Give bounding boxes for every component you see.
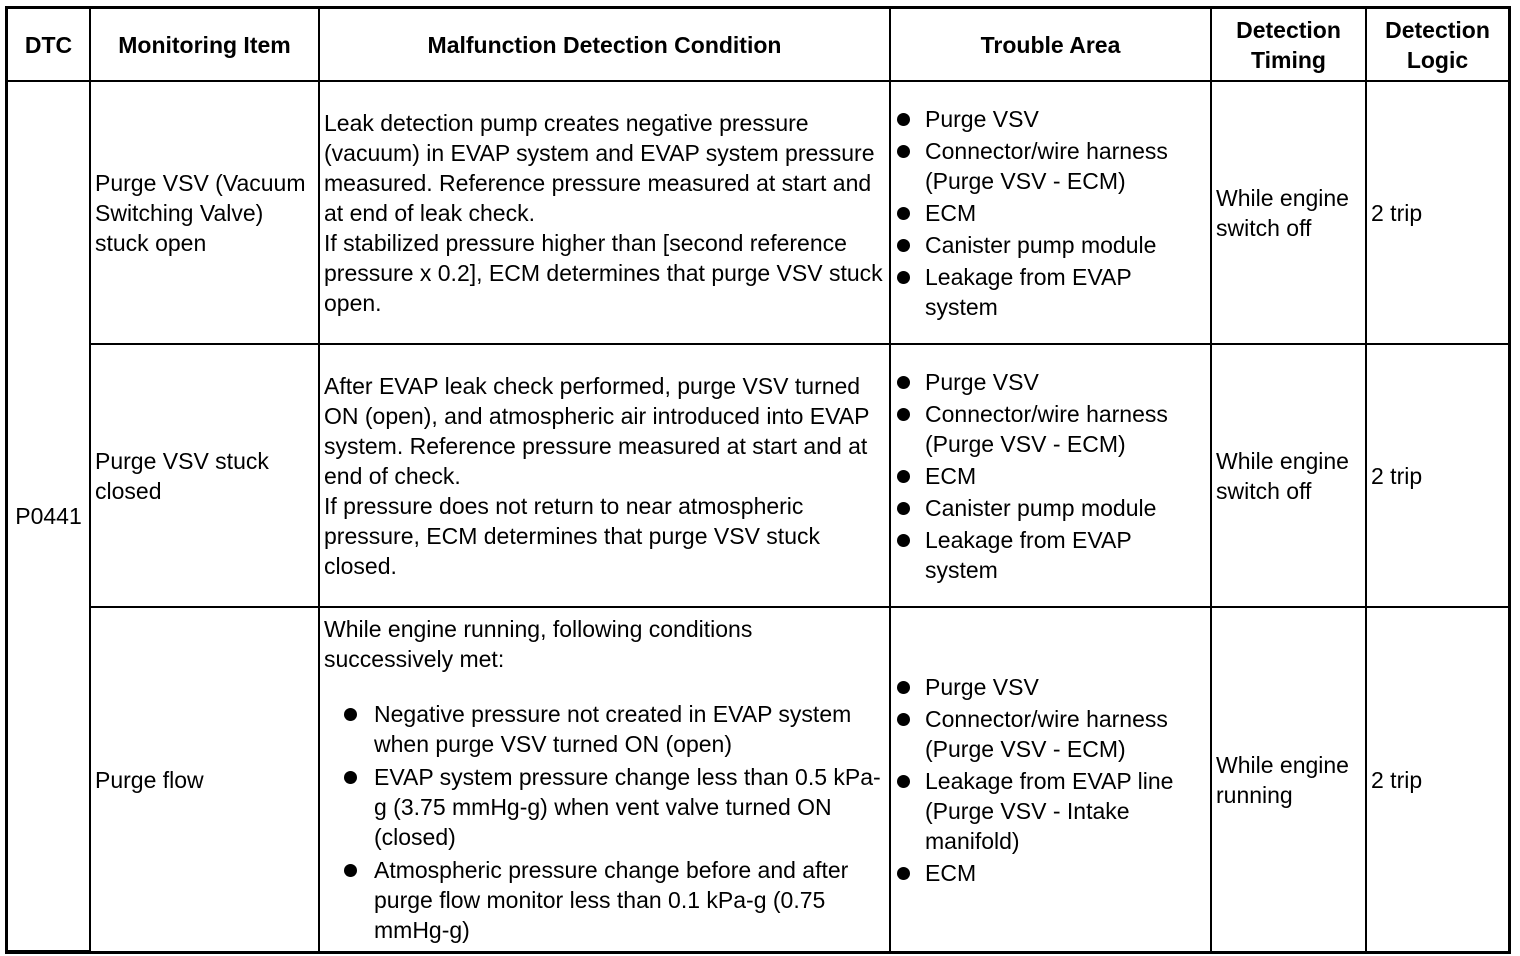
list-item: Canister pump module: [895, 493, 1206, 523]
bullet-icon: [344, 864, 357, 877]
monitoring-item: Purge VSV stuck closed: [90, 344, 319, 607]
trouble-area-cell: [890, 344, 1211, 607]
detection-timing: While engine switch off: [1211, 344, 1366, 607]
bullet-icon: [897, 376, 910, 389]
trouble-area-list: [895, 104, 1206, 322]
bullet-icon: [897, 271, 910, 284]
list-item: Leakage from EVAP system: [895, 525, 1206, 585]
condition-cell: [319, 607, 890, 951]
detection-timing: While engine switch off: [1211, 81, 1366, 344]
table-row: [8, 344, 1508, 607]
bullet-icon: [897, 207, 910, 220]
condition-paragraph: If stabilized pressure higher than [second reference pressure x 0.2], ECM determines that purge VSV stuck open.: [324, 229, 883, 316]
condition-list: [324, 699, 885, 945]
bullet-icon: [897, 470, 910, 483]
bullet-icon: [897, 145, 910, 158]
bullet-icon: [897, 867, 910, 880]
list-item: Connector/wire harness (Purge VSV - ECM): [895, 399, 1206, 459]
trouble-area-list: [895, 367, 1206, 585]
list-item: Purge VSV: [895, 672, 1206, 702]
list-item: Canister pump module: [895, 230, 1206, 260]
trouble-area-list: [895, 672, 1206, 888]
header-trouble-area: Trouble Area: [890, 9, 1211, 81]
bullet-icon: [897, 113, 910, 126]
detection-logic: 2 trip: [1366, 607, 1508, 951]
list-item: Connector/wire harness (Purge VSV - ECM): [895, 136, 1206, 196]
bullet-icon: [344, 771, 357, 784]
list-item: Connector/wire harness (Purge VSV - ECM): [895, 704, 1206, 764]
dtc-table: [8, 9, 1508, 952]
header-logic: Detection Logic: [1366, 9, 1508, 81]
trouble-area-cell: [890, 607, 1211, 951]
monitoring-item: Purge VSV (Vacuum Switching Valve) stuck open: [90, 81, 319, 344]
list-item: Leakage from EVAP system: [895, 262, 1206, 322]
bullet-icon: [897, 408, 910, 421]
bullet-icon: [897, 713, 910, 726]
condition-paragraph: Leak detection pump creates negative pressure (vacuum) in EVAP system and EVAP system pressure measured. Reference pressure measured at start and at end of leak check.: [324, 109, 875, 226]
header-row: [8, 9, 1508, 81]
list-item: Purge VSV: [895, 104, 1206, 134]
list-item: ECM: [895, 461, 1206, 491]
bullet-icon: [897, 534, 910, 547]
list-item: EVAP system pressure change less than 0.5 kPa-g (3.75 mmHg-g) when vent valve turned ON (closed): [324, 762, 885, 852]
header-timing: Detection Timing: [1211, 9, 1366, 81]
trouble-area-cell: [890, 81, 1211, 344]
list-item: Atmospheric pressure change before and after purge flow monitor less than 0.1 kPa-g (0.75 mmHg-g): [324, 855, 885, 945]
header-monitoring-item: Monitoring Item: [90, 9, 319, 81]
list-item: Leakage from EVAP line (Purge VSV - Intake manifold): [895, 766, 1206, 856]
list-item: Purge VSV: [895, 367, 1206, 397]
dtc-table-frame: [5, 6, 1511, 954]
detection-logic: 2 trip: [1366, 81, 1508, 344]
detection-logic: 2 trip: [1366, 344, 1508, 607]
condition-intro: While engine running, following conditions successively met:: [324, 616, 753, 672]
bullet-icon: [897, 239, 910, 252]
list-item: Negative pressure not created in EVAP system when purge VSV turned ON (open): [324, 699, 885, 759]
bullet-icon: [897, 681, 910, 694]
header-condition: Malfunction Detection Condition: [319, 9, 890, 81]
spacer: [324, 674, 885, 696]
bullet-icon: [897, 775, 910, 788]
bullet-icon: [897, 502, 910, 515]
condition-cell: [319, 81, 890, 344]
table-row: [8, 607, 1508, 951]
condition-cell: [319, 344, 890, 607]
condition-paragraph: After EVAP leak check performed, purge VSV turned ON (open), and atmospheric air introduced into EVAP system. Reference pressure measured at start and at end of check.: [324, 372, 870, 489]
list-item: ECM: [895, 198, 1206, 228]
dtc-code: P0441: [8, 81, 90, 951]
bullet-icon: [344, 708, 357, 721]
detection-timing: While engine running: [1211, 607, 1366, 951]
header-dtc: DTC: [8, 9, 90, 81]
monitoring-item: Purge flow: [90, 607, 319, 951]
list-item: ECM: [895, 858, 1206, 888]
condition-paragraph: If pressure does not return to near atmospheric pressure, ECM determines that purge VSV stuck closed.: [324, 492, 820, 579]
table-row: [8, 81, 1508, 344]
